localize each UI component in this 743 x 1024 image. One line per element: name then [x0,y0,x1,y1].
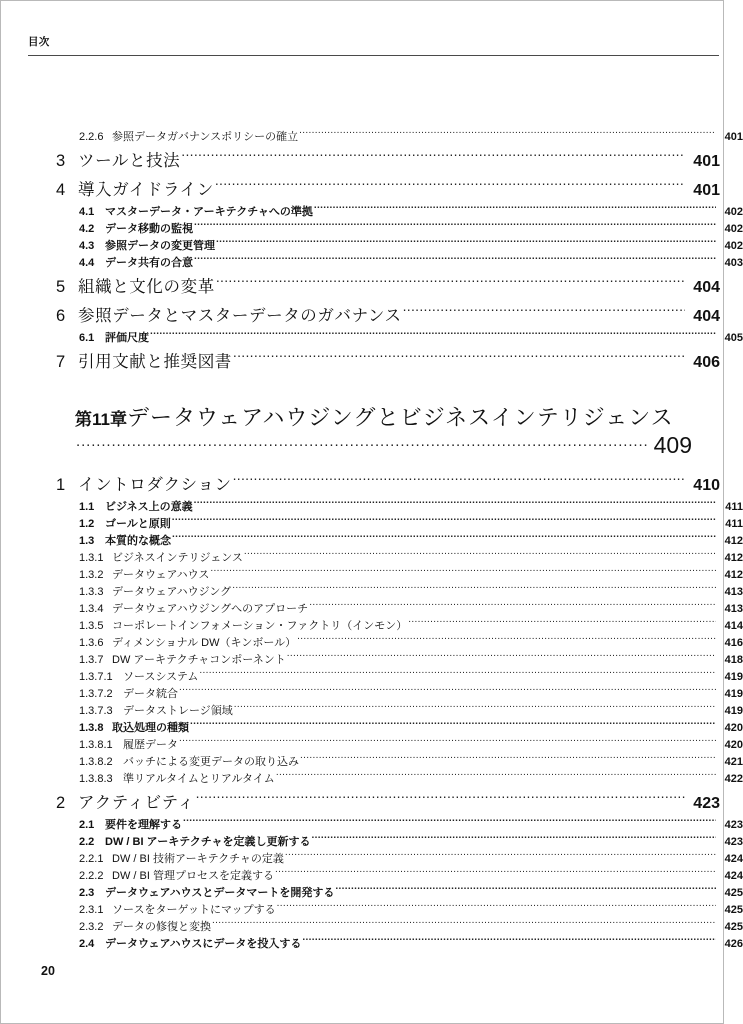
toc-entry-list-previous-chapter [28,129,743,376]
toc-entry-label: データ移動の監視 [105,223,193,235]
toc-entry-label: データ統合 [123,688,178,700]
toc-entry-number: 4.3 [79,240,95,252]
toc-dot-leader [196,792,685,809]
chapter-title: データウェアハウジングとビジネスインテリジェンス [126,405,674,430]
toc-entry-page-number: 404 [693,279,720,296]
chapter-dot-leader [76,437,649,453]
toc-entry-number: 1.3.3 [79,586,104,598]
toc-entry-number: 1.3.1 [79,552,104,564]
toc-entry-page-number: 416 [724,637,743,649]
toc-entry-page-number: 405 [724,332,743,344]
toc-entry-page-number: 410 [693,477,720,494]
toc-entry-page-number: 401 [724,131,743,143]
toc-entry-page-number: 422 [724,773,743,785]
toc-entry-label: データウェアハウス [112,569,210,581]
toc-entry-number: 2.3 [79,887,95,899]
toc-entry-number: 2.1 [79,819,95,831]
toc-entry-label: 評価尺度 [105,332,149,344]
toc-entry-label: 準リアルタイムとリアルタイム [123,773,275,785]
toc-entry-page-number: 412 [724,552,743,564]
toc-entry-label: イントロダクション [78,476,232,494]
toc-entry-page-number: 403 [724,257,743,269]
chapter-page-number: 409 [653,432,692,458]
toc-entry-number: 1.3 [79,535,95,547]
toc-entry-number: 1.3.8.1 [79,739,113,751]
toc-entry-number: 1.3.6 [79,637,104,649]
toc-entry-number: 1.3.7.1 [79,671,113,683]
toc-entry-number: 3 [56,152,66,170]
header-divider [28,55,719,56]
toc-entry-label: DW / BI 技術アーキテクチャの定義 [112,853,284,865]
page-folio: 20 [41,964,55,978]
toc-entry-page-number: 420 [724,722,743,734]
toc-entry-number: 1.3.4 [79,603,104,615]
toc-entry-number: 2.2 [79,836,95,848]
toc-entry-number: 1.3.7 [79,654,104,666]
toc-entry-label: DW アーキテクチャコンポーネント [112,654,286,666]
toc-entry-label: アクティビティ [78,794,195,812]
toc-entry-number: 2.3.2 [79,921,104,933]
toc-entry-page-number: 423 [724,836,743,848]
toc-entry-page-number: 425 [724,887,743,899]
toc-entry-number: 4.4 [79,257,95,269]
toc-entry-number: 1.3.5 [79,620,104,632]
toc-entry-list-chapter-11 [28,472,743,953]
toc-entry-label: ディメンショナル DW（キンボール） [112,637,297,649]
toc-dot-leader [215,179,685,196]
toc-entry-page-number: 421 [724,756,743,768]
toc-entry-label: 参照データガバナンスポリシーの確立 [112,131,299,143]
chapter-number: 第11章 [75,410,127,429]
running-header [28,36,719,49]
toc-entry-page-number: 401 [693,182,720,199]
toc-entry-page-number: 402 [724,206,743,218]
running-header-title: 目次 [28,36,50,48]
toc-entry-number: 1.3.2 [79,569,104,581]
toc-entry-number: 2.3.1 [79,904,104,916]
toc-entry-page-number: 412 [724,569,743,581]
toc-entry-page-number: 406 [693,354,720,371]
toc-entry-label: 履歴データ [123,739,178,751]
toc-entry-number: 2 [56,794,66,812]
toc-entry-label: データストレージ領域 [123,705,233,717]
toc-entry-number: 2.2.1 [79,853,104,865]
toc-entry-label: データウェアハウスにデータを投入する [105,938,302,950]
toc-entry-number: 4 [56,181,66,199]
toc-dot-leader [216,276,685,293]
toc-entry[interactable] [28,936,743,953]
toc-entry-page-number: 418 [724,654,743,666]
toc-entry-number: 5 [56,278,66,296]
toc-entry-label: データウェアハウスとデータマートを開発する [105,887,335,899]
toc-entry-page-number: 419 [724,688,743,700]
toc-entry-label: ソースシステム [123,671,199,683]
toc-entry-number: 2.2.2 [79,870,104,882]
chapter-heading[interactable] [28,404,692,458]
toc-entry-page-number: 412 [724,535,743,547]
chapter-leader-row [75,432,692,458]
toc-dot-leader [233,351,685,368]
toc-entry-label: 参照データとマスターデータのガバナンス [78,307,402,325]
toc-entry-label: 本質的な概念 [105,535,171,547]
toc-entry-page-number: 413 [724,603,743,615]
toc-entry-number: 1.3.7.2 [79,688,113,700]
toc-dot-leader [181,150,685,167]
toc-entry-label: データの修復と変換 [112,921,211,933]
toc-entry-number: 1.3.8.3 [79,773,113,785]
chapter-heading-line [75,404,692,434]
toc-entry-number: 1.2 [79,518,95,530]
toc-entry-page-number: 423 [693,795,720,812]
toc-entry-number: 1.1 [79,501,95,513]
toc-entry-page-number: 411 [725,518,743,530]
toc-entry-number: 2.4 [79,938,95,950]
toc-entry-page-number: 401 [693,153,720,170]
toc-entry-label: 引用文献と推奨図書 [78,353,232,371]
toc-entry-label: 取込処理の種類 [112,722,189,734]
toc-entry-label: 要件を理解する [105,819,182,831]
toc-entry-label: データウェアハウジングへのアプローチ [112,603,309,615]
toc-entry-number: 6 [56,307,66,325]
toc-entry-label: ゴールと原則 [105,518,171,530]
toc-entry-page-number: 411 [725,501,743,513]
toc-entry-page-number: 425 [724,904,743,916]
toc-dot-leader [233,474,685,491]
toc-entry-page-number: 414 [724,620,743,632]
toc-entry-label: 導入ガイドライン [78,181,214,199]
toc-entry-number: 1.3.7.3 [79,705,113,717]
toc-entry-label: 参照データの変更管理 [105,240,215,252]
toc-entry-label: データ共有の合意 [105,257,193,269]
toc-entry-number: 2.2.6 [79,131,104,143]
toc-entry-page-number: 402 [724,240,743,252]
toc-entry-number: 1 [56,476,66,494]
toc-dot-leader [403,305,685,322]
toc-entry-label: データウェアハウジング [112,586,232,598]
toc-entry-page-number: 419 [724,705,743,717]
toc-entry-number: 4.2 [79,223,95,235]
toc-entry-label: ビジネス上の意義 [105,501,193,513]
toc-entry-page-number: 423 [724,819,743,831]
toc-entry-page-number: 424 [724,870,743,882]
toc-entry-number: 6.1 [79,332,95,344]
toc-entry-page-number: 424 [724,853,743,865]
toc-body [28,129,743,953]
toc-entry-label: DW / BI 管理プロセスを定義する [112,870,274,882]
toc-entry-number: 1.3.8 [79,722,104,734]
toc-entry-page-number: 419 [724,671,743,683]
toc-entry-label: ソースをターゲットにマップする [112,904,276,916]
toc-entry-number: 7 [56,353,66,371]
toc-entry-label: 組織と文化の変革 [78,278,215,296]
toc-entry-label: ビジネスインテリジェンス [112,552,243,564]
toc-entry-page-number: 420 [724,739,743,751]
toc-entry-label: バッチによる変更データの取り込み [123,756,299,768]
toc-entry-page-number: 402 [724,223,743,235]
toc-entry-number: 1.3.8.2 [79,756,113,768]
toc-entry-label: DW / BI アーキテクチャを定義し更新する [105,836,311,848]
toc-entry-page-number: 426 [724,938,743,950]
toc-entry-label: マスターデータ・アーキテクチャへの準拠 [105,206,313,218]
toc-entry-page-number: 413 [724,586,743,598]
toc-entry-number: 4.1 [79,206,95,218]
toc-dot-leader [302,936,716,947]
toc-entry-label: コーポレートインフォメーション・ファクトリ（インモン） [112,620,408,632]
toc-entry-page-number: 425 [724,921,743,933]
toc-entry-label: ツールと技法 [78,152,181,170]
toc-entry[interactable] [28,349,720,376]
toc-entry-page-number: 404 [693,308,720,325]
